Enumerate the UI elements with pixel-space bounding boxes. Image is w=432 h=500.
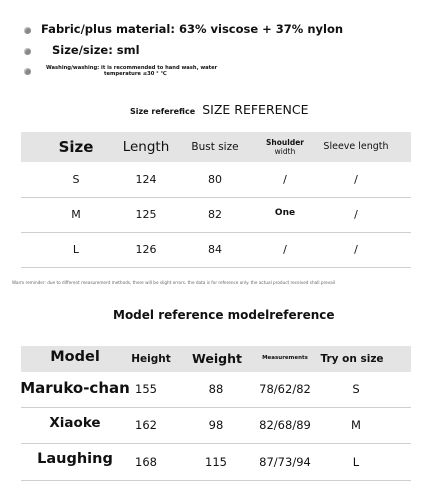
try-on-size-cell: L: [352, 455, 360, 469]
shoulder-cell: One: [274, 208, 296, 218]
sleeve-cell: /: [354, 208, 358, 221]
row-divider: [21, 407, 411, 408]
sleeve-cell: /: [354, 173, 358, 186]
size-cell: M: [71, 208, 81, 221]
measurements-cell: 87/73/94: [259, 455, 311, 469]
row-divider: [21, 197, 411, 198]
bust-cell: 80: [208, 173, 222, 186]
model-name-cell: Maruko-chan: [20, 379, 130, 397]
height-cell: 155: [135, 382, 157, 396]
size-title-small: Size referefice: [130, 107, 196, 116]
try-on-size-cell: S: [352, 382, 360, 396]
height-cell: 168: [135, 455, 157, 469]
header-measurements: Measurements: [262, 355, 308, 361]
washing-info-line2: temperature ≤30 ° ℃: [104, 71, 167, 77]
bullet-icon: [24, 48, 31, 55]
model-table-header: [21, 346, 411, 372]
header-sleeve: Sleeve length: [323, 141, 389, 152]
row-divider: [21, 267, 411, 268]
try-on-size-cell: M: [351, 418, 361, 432]
header-shoulder-line1: Shoulder: [266, 138, 304, 147]
size-info: Size/size: sml: [52, 43, 140, 57]
model-name-cell: Laughing: [37, 451, 113, 467]
row-divider: [21, 480, 411, 481]
weight-cell: 88: [208, 382, 224, 396]
size-table-title: [130, 99, 309, 118]
row-divider: [21, 443, 411, 444]
header-shoulder-line2: width: [274, 147, 296, 156]
measurements-cell: 78/62/82: [259, 382, 311, 396]
length-cell: 126: [135, 243, 157, 256]
warm-reminder: Warm reminder: due to different measurement methods, there will be slight errors. the data is for reference only. the actual product received shall prevail: [12, 280, 336, 285]
bullet-icon: [24, 68, 31, 75]
length-cell: 125: [135, 208, 157, 221]
header-height: Height: [131, 353, 171, 365]
weight-cell: 98: [208, 418, 224, 432]
model-table-title: Model reference modelreference: [113, 308, 335, 322]
header-size: Size: [58, 138, 94, 156]
model-name-cell: Xiaoke: [49, 415, 101, 431]
header-length: Length: [122, 139, 170, 155]
bust-cell: 82: [208, 208, 222, 221]
weight-cell: 115: [205, 455, 227, 469]
row-divider: [21, 232, 411, 233]
height-cell: 162: [135, 418, 157, 432]
size-cell: S: [72, 173, 80, 186]
header-model: Model: [50, 349, 100, 365]
measurements-cell: 82/68/89: [259, 418, 311, 432]
sleeve-cell: /: [354, 243, 358, 256]
fabric-info: Fabric/plus material: 63% viscose + 37% nylon: [41, 22, 344, 36]
size-title-big: SIZE REFERENCE: [202, 102, 309, 117]
shoulder-cell: /: [283, 173, 287, 186]
size-cell: L: [72, 243, 80, 256]
header-weight: Weight: [192, 351, 242, 366]
size-table-header: [21, 132, 411, 162]
washing-info-line1: Washing/washing: it is recommended to hand wash, water: [46, 65, 218, 71]
shoulder-cell: /: [283, 243, 287, 256]
header-bust: Bust size: [191, 141, 239, 153]
bust-cell: 84: [208, 243, 222, 256]
length-cell: 124: [135, 173, 157, 186]
bullet-icon: [24, 27, 31, 34]
header-try-on-size: Try on size: [320, 353, 384, 365]
